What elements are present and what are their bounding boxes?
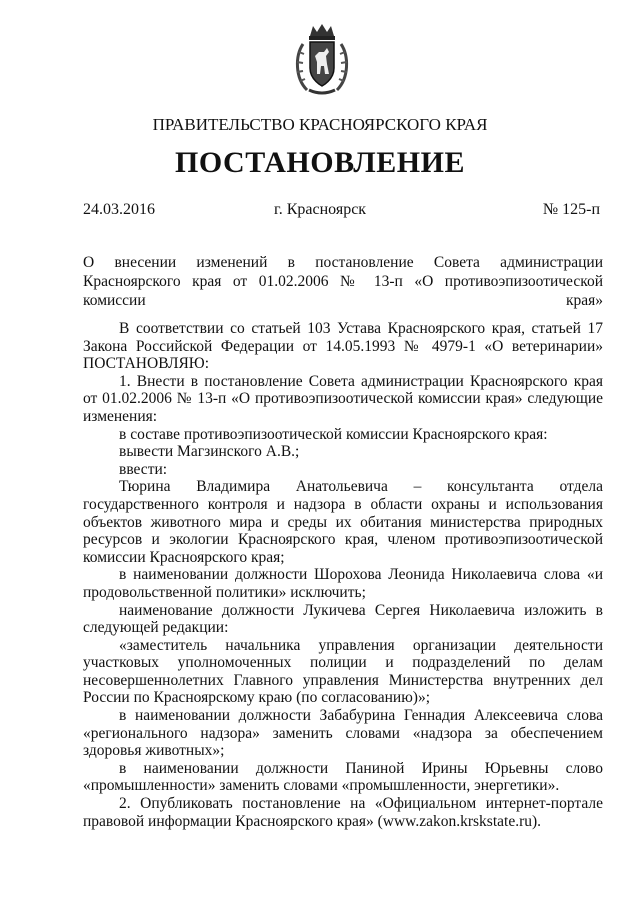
paragraph-remove: вывести Магзинского А.В.; [119,443,300,461]
paragraph-preamble: В соответствии со статьей 103 Устава Красноярского края, статьей 17 Закона Российской Федерации от 14.05.1993 № 4979-1 «О ветеринарии» ПОСТАНОВЛЯЮ: [83,320,603,373]
document-type-title: ПОСТАНОВЛЕНИЕ [175,146,465,179]
paragraph-panina: в наименовании должности Паниной Ирины Юрьевны слово «промышленности» заменить словами «промышленности, энергетики». [83,759,603,795]
paragraph-lukichev-title: «заместитель начальника управления организации деятельности участковых уполномоченных полиции и подразделений по делам несовершеннолетних Главного управления Министерства внутренних дел России по Красноярскому краю (по согласованию)»; [83,636,603,707]
organization-title: ПРАВИТЕЛЬСТВО КРАСНОЯРСКОГО КРАЯ [152,115,488,134]
document-body [83,320,603,830]
paragraph-item-2: 2. Опубликовать постановление на «Официальном интернет-портале правовой информации Красноярского края» (www.zakon.krskstate.ru). [83,795,603,830]
coat-of-arms-icon [293,22,351,98]
paragraph-item-1: 1. Внести в постановление Совета администрации Красноярского края от 01.02.2006 № 13-п «О противоэпизоотической комиссии края» следующие изменения: [83,372,603,425]
paragraph-zababurin: в наименовании должности Забабурина Геннадия Алексеевича слова «регионального надзора» заменить словами «надзора за обеспечением здоровья животных»; [83,707,603,760]
paragraph-lukichev: наименование должности Лукичева Сергея Николаевича изложить в следующей редакции: [83,601,603,637]
paragraph-composition: в составе противоэпизоотической комиссии Красноярского края: [119,425,548,443]
document-subject: О внесении изменений в постановление Совета администрации Красноярского края от 01.02.2006 № 13-п «О противоэпизоотической комиссии края» [83,254,603,309]
document-city: г. Красноярск [273,201,367,218]
paragraph-shorokhov: в наименовании должности Шорохова Леонида Николаевича слова «и продовольственной политики» исключить; [83,566,603,601]
paragraph-add: ввести: [119,460,168,478]
document-number: № 125-п [542,201,600,218]
paragraph-new-member: Тюрина Владимира Анатольевича – консультанта отдела государственного контроля и надзора в области охраны и использования объектов животного мира и среды их обитания министерства природных ресурсов и экологии Красноярского края, членом противоэпизоотической комиссии Красноярского края; [83,478,603,566]
document-date: 24.03.2016 [83,201,155,218]
